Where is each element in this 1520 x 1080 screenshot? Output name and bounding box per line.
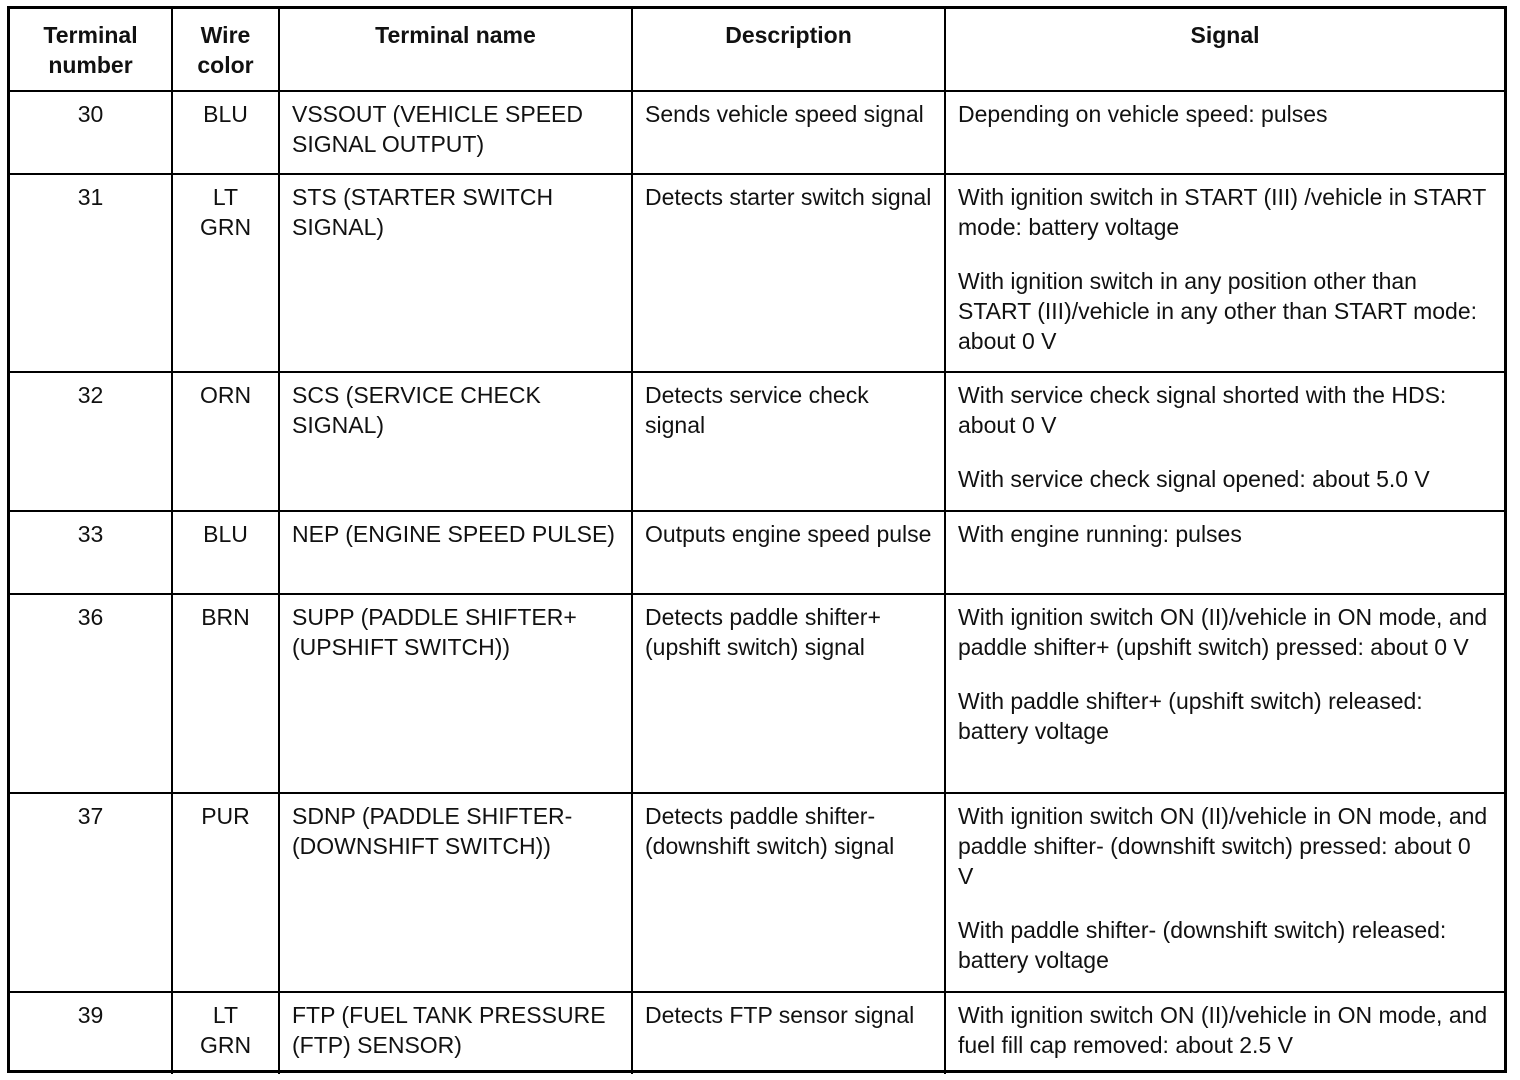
signal-text: With engine running: pulses bbox=[958, 521, 1242, 547]
signal-cell bbox=[945, 992, 1504, 1074]
terminal-number-cell: 39 bbox=[10, 992, 172, 1074]
table-row bbox=[10, 594, 1504, 793]
signal-cell bbox=[945, 174, 1504, 372]
signal-text: With paddle shifter- (downshift switch) released: battery voltage bbox=[958, 917, 1447, 973]
terminal-name-cell: SUPP (PADDLE SHIFTER+ (UPSHIFT SWITCH)) bbox=[279, 594, 632, 793]
terminal-name-cell: STS (STARTER SWITCH SIGNAL) bbox=[279, 174, 632, 372]
signal-text: With ignition switch in any position other than START (III)/vehicle in any other than START mode: about 0 V bbox=[958, 268, 1478, 354]
wire-color-text: BLU bbox=[203, 521, 248, 547]
terminal-number-cell: 37 bbox=[10, 793, 172, 992]
description-cell: Outputs engine speed pulse bbox=[632, 511, 945, 594]
signal-text: With ignition switch in START (III) /vehicle in START mode: battery voltage bbox=[958, 184, 1486, 240]
header-wire-color-line1: Wire bbox=[200, 22, 251, 48]
header-terminal-number bbox=[10, 9, 172, 91]
terminal-number-cell: 31 bbox=[10, 174, 172, 372]
wire-color-cell bbox=[172, 594, 279, 793]
wire-color-text: GRN bbox=[199, 214, 252, 240]
terminal-table-frame bbox=[7, 6, 1507, 1073]
header-terminal-name: Terminal name bbox=[279, 9, 632, 91]
terminal-number-cell: 36 bbox=[10, 594, 172, 793]
table-row bbox=[10, 793, 1504, 992]
terminal-name-cell: NEP (ENGINE SPEED PULSE) bbox=[279, 511, 632, 594]
table-row bbox=[10, 511, 1504, 594]
signal-cell bbox=[945, 511, 1504, 594]
wire-color-cell bbox=[172, 174, 279, 372]
terminal-number-cell: 33 bbox=[10, 511, 172, 594]
wire-color-text: GRN bbox=[199, 1032, 252, 1058]
wire-color-text: BLU bbox=[203, 101, 248, 127]
wire-color-text: BRN bbox=[201, 604, 250, 630]
wire-color-cell bbox=[172, 372, 279, 511]
header-signal: Signal bbox=[945, 9, 1504, 91]
terminal-table bbox=[10, 9, 1504, 1074]
signal-text: With ignition switch ON (II)/vehicle in ON mode, and fuel fill cap removed: about 2.5 V bbox=[958, 1002, 1488, 1058]
signal-cell bbox=[945, 372, 1504, 511]
terminal-name-cell: SDNP (PADDLE SHIFTER- (DOWNSHIFT SWITCH)) bbox=[279, 793, 632, 992]
table-row bbox=[10, 372, 1504, 511]
terminal-name-cell: SCS (SERVICE CHECK SIGNAL) bbox=[279, 372, 632, 511]
terminal-name-cell: VSSOUT (VEHICLE SPEED SIGNAL OUTPUT) bbox=[279, 91, 632, 174]
table-row bbox=[10, 91, 1504, 174]
table-header-row bbox=[10, 9, 1504, 91]
wire-color-cell bbox=[172, 992, 279, 1074]
description-cell: Sends vehicle speed signal bbox=[632, 91, 945, 174]
wire-color-cell bbox=[172, 511, 279, 594]
wire-color-cell bbox=[172, 91, 279, 174]
description-cell: Detects paddle shifter+ (upshift switch) signal bbox=[632, 594, 945, 793]
signal-text: With service check signal shorted with the HDS: about 0 V bbox=[958, 382, 1447, 438]
terminal-number-cell: 32 bbox=[10, 372, 172, 511]
signal-cell bbox=[945, 793, 1504, 992]
description-cell: Detects paddle shifter- (downshift switch) signal bbox=[632, 793, 945, 992]
signal-text: With service check signal opened: about 5.0 V bbox=[958, 466, 1430, 492]
table-row bbox=[10, 992, 1504, 1074]
wire-color-cell bbox=[172, 793, 279, 992]
wire-color-text: ORN bbox=[199, 382, 252, 408]
wire-color-text: LT bbox=[212, 1002, 239, 1028]
terminal-number-cell: 30 bbox=[10, 91, 172, 174]
signal-text: With ignition switch ON (II)/vehicle in ON mode, and paddle shifter+ (upshift switch) pressed: about 0 V bbox=[958, 604, 1488, 660]
header-terminal-number-line1: Terminal bbox=[43, 22, 138, 48]
header-description: Description bbox=[632, 9, 945, 91]
description-cell: Detects service check signal bbox=[632, 372, 945, 511]
signal-text: Depending on vehicle speed: pulses bbox=[958, 101, 1328, 127]
table-row bbox=[10, 174, 1504, 372]
terminal-name-cell: FTP (FUEL TANK PRESSURE (FTP) SENSOR) bbox=[279, 992, 632, 1074]
header-wire-color bbox=[172, 9, 279, 91]
wire-color-text: PUR bbox=[201, 803, 250, 829]
signal-cell bbox=[945, 594, 1504, 793]
header-wire-color-line2: color bbox=[197, 52, 254, 78]
header-terminal-number-line2: number bbox=[48, 52, 133, 78]
description-cell: Detects FTP sensor signal bbox=[632, 992, 945, 1074]
signal-text: With ignition switch ON (II)/vehicle in ON mode, and paddle shifter- (downshift switch) pressed: about 0 V bbox=[958, 803, 1488, 889]
signal-text: With paddle shifter+ (upshift switch) released: battery voltage bbox=[958, 688, 1423, 744]
description-cell: Detects starter switch signal bbox=[632, 174, 945, 372]
signal-cell bbox=[945, 91, 1504, 174]
wire-color-text: LT bbox=[212, 184, 239, 210]
